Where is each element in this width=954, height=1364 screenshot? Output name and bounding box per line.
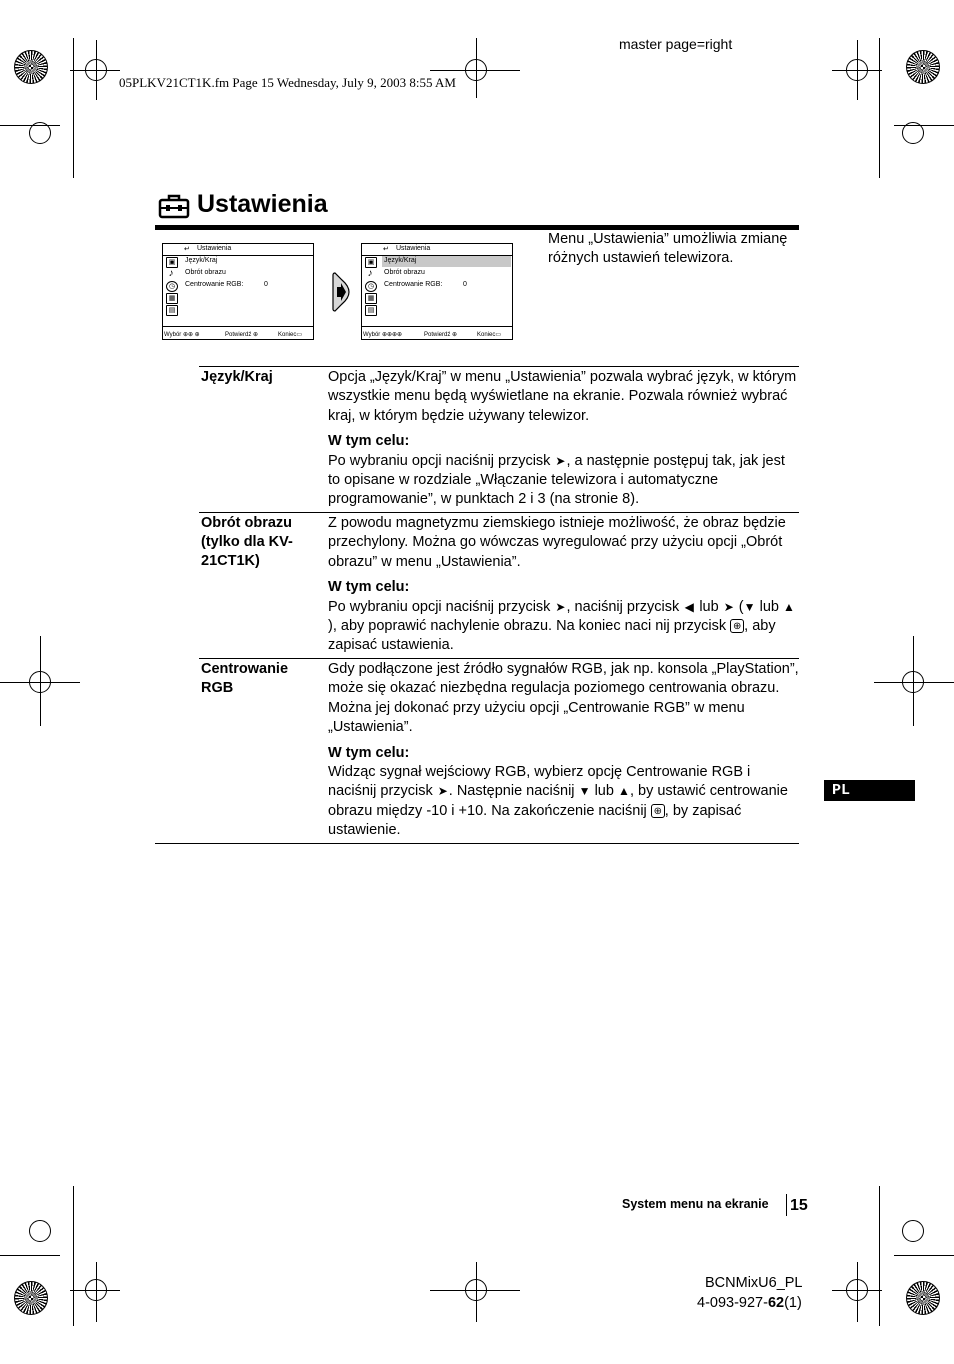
preset-icon: ▦ [166,293,178,304]
screen-footer-exit: Koniec▭ [278,332,303,338]
screen-footer-exit: Koniec▭ [477,332,502,338]
ok-button-icon: ⊕ [651,804,665,818]
screen-footer-select: Wybór ⊕⊕⊕⊕ [363,332,403,338]
screen-item-rotation: Obrót obrazu [185,269,226,276]
screen-rgb-value: 0 [264,281,268,288]
section-label: System menu na ekranie [622,1197,769,1211]
footer-divider [786,1194,787,1216]
page-number: 15 [790,1197,808,1214]
setup-icon: ▤ [166,305,178,316]
registration-circle-icon [465,1279,487,1301]
preset-icon: ▦ [365,293,377,304]
menu-screen-after [361,243,513,340]
doc-code: BCNMixU6_PL [705,1275,803,1291]
file-info: 05PLKV21CT1K.fm Page 15 Wednesday, July 9, 2003 8:55 AM [119,75,456,90]
arrow-right-icon: ➤ [723,599,734,614]
screen-footer-confirm: Potwierdź ⊕ [225,332,259,338]
arrow-right-icon [332,272,350,312]
registration-target-icon [14,50,48,84]
toolbox-icon [158,193,190,219]
sound-icon: ♪ [168,268,174,279]
return-icon: ↵ [383,246,389,253]
table-rule [199,512,799,513]
registration-target-icon [14,1281,48,1315]
registration-circle-icon [465,59,487,81]
sound-icon: ♪ [367,268,373,279]
arrow-down-icon: ▼ [743,599,756,614]
timer-icon: ◷ [365,281,377,292]
screen-title: Ustawienia [197,245,232,252]
registration-circle-icon [85,1279,107,1301]
arrow-down-icon: ▼ [578,784,591,799]
arrow-up-icon: ▲ [618,784,630,799]
arrow-right-icon: ➤ [437,784,448,799]
registration-circle-icon [29,671,51,693]
row-rgb-body: Gdy podłączone jest źródło sygnałów RGB, jak np. konsola „PlayStation”, może się okazać niezbędna regulacja poziomego centrowania obrazu. Można jej dokonać przy użyciu opcji „Centrowanie RGB” w menu „Ustawienia”. W tym celu: Widząc sygnał wejściowy RGB, wybierz opcję Centrowanie RGB i naciśnij przycisk ➤. Następnie naciśnij ▼ lub ▲, by ustawić centrowanie obrazu między -10 i +10. Na zakończenie naciśnij ⊕ , by zapisać ustawienie. [328,661,799,839]
screen-item-rotation: Obrót obrazu [384,269,425,276]
term-language: Język/Kraj [201,369,273,385]
ok-button-icon: ⊕ [730,619,744,633]
table-rule-top [199,366,799,367]
table-rule [199,658,799,659]
registration-target-icon [906,1281,940,1315]
registration-target-icon [906,50,940,84]
registration-circle-icon [902,122,924,144]
screen-title: Ustawienia [396,245,431,252]
picture-icon: ▣ [365,257,377,268]
return-icon: ↵ [184,246,190,253]
arrow-up-icon: ▲ [783,599,795,614]
screen-rgb-value: 0 [463,281,467,288]
registration-circle-icon [29,1220,51,1242]
registration-circle-icon [85,59,107,81]
term-rotation: Obrót obrazu (tylko dla KV-21CT1K) [201,515,293,569]
arrow-left-icon: ◀ [684,599,694,614]
screen-footer-select: Wybór ⊕⊕ ⊕ [164,332,200,338]
registration-circle-icon [846,1279,868,1301]
setup-icon: ▤ [365,305,377,316]
term-rgb: Centrowanie RGB [201,661,289,696]
intro-text: Menu „Ustawienia” umożliwia zmianę różnych ustawień telewizora. [548,231,788,267]
arrow-right-icon: ➤ [555,599,566,614]
timer-icon: ◷ [166,281,178,292]
picture-icon: ▣ [166,257,178,268]
language-tab: PL [824,780,915,801]
page-title: Ustawienia [197,190,328,218]
screen-item-rgb: Centrowanie RGB: [384,281,443,288]
row-language-body: Opcja „Język/Kraj” w menu „Ustawienia” pozwala wybrać język, w którym wszystkie menu będą wyświetlane na ekranie. Pozwala również wybrać kraj, w którym będzie używany telewizor. W tym celu: Po wybraniu opcji naciśnij przycisk ➤, a następnie postępuj tak, jak jest to opisane w rozdziale „Włączanie telewizora i automatyczne programowanie”, w punktach 2 i 3 (na stronie 8). [328,369,797,508]
table-rule-bottom [155,843,799,844]
registration-circle-icon [902,1220,924,1242]
registration-circle-icon [846,59,868,81]
screen-item-rgb: Centrowanie RGB: [185,281,244,288]
menu-screen-before [162,243,314,340]
screen-footer-confirm: Potwierdź ⊕ [424,332,458,338]
registration-circle-icon [902,671,924,693]
master-page-label: master page=right [619,36,733,52]
row-rotation-body: Z powodu magnetyzmu ziemskiego istnieje możliwość, że obraz będzie przechylony. Można go wówczas wyregulować przy użyciu opcji „Obrót obrazu” w menu „Ustawienia”. W tym celu: Po wybraniu opcji naciśnij przycisk ➤, naciśnij przycisk ◀ lub ➤ (▼ lub ▲), aby poprawić nachylenie obrazu. Na koniec naci nij przycisk ⊕ , aby zapisać ustawienia. [328,515,795,654]
arrow-right-icon: ➤ [555,453,566,468]
registration-circle-icon [29,122,51,144]
screen-item-language: Język/Kraj [384,257,417,264]
part-number: 4-093-927-62(1) [697,1295,802,1311]
screen-item-language: Język/Kraj [185,257,218,264]
